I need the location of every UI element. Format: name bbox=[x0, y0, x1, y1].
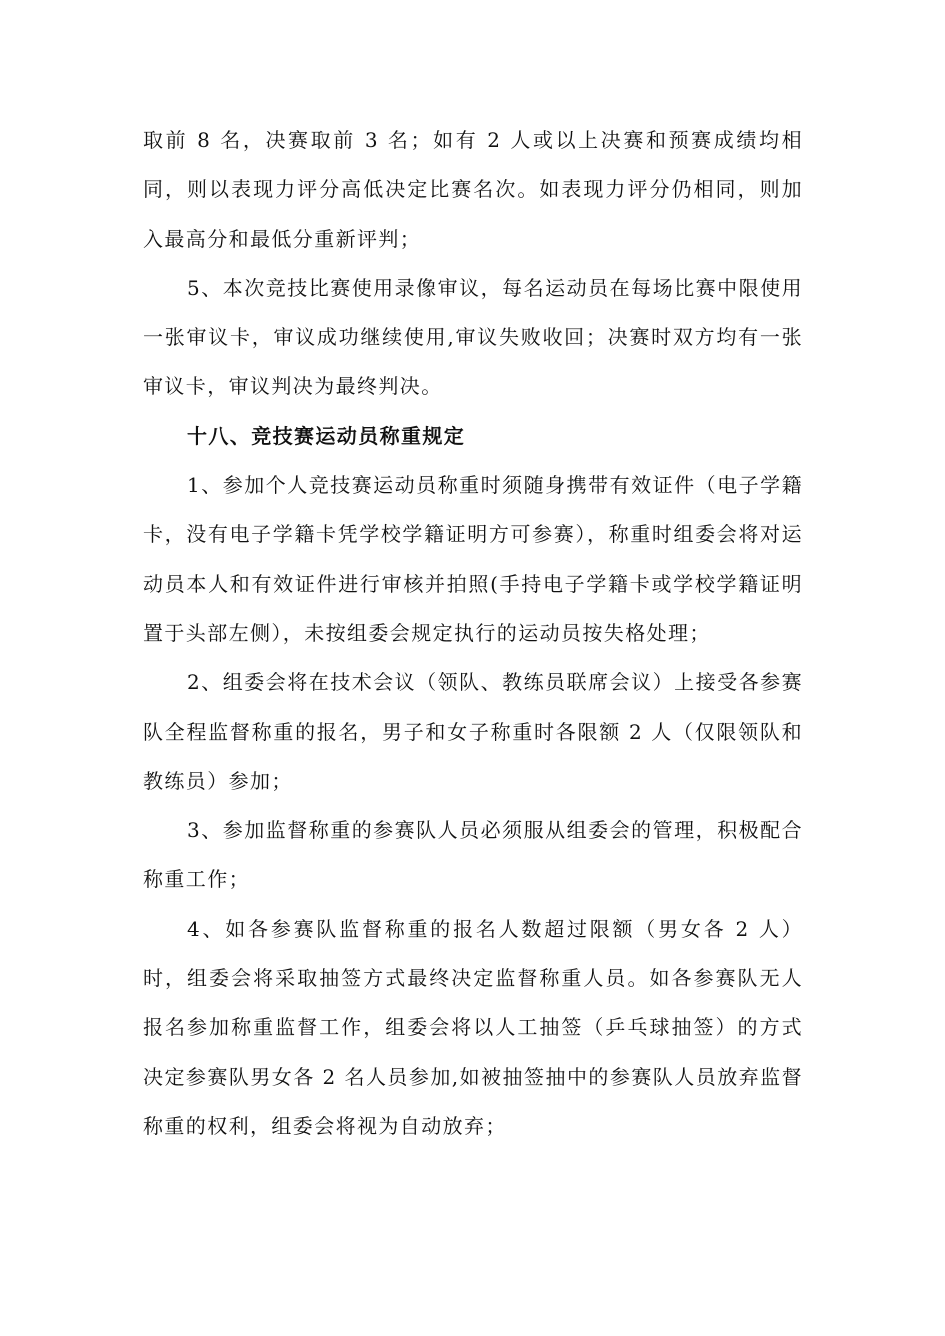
paragraph-supervision-registration: 2、组委会将在技术会议（领队、教练员联席会议）上接受各参赛队全程监督称重的报名，男子和女子称重时各限额 2 人（仅限领队和教练员）参加； bbox=[143, 670, 803, 793]
paragraph-ranking-rule: 取前 8 名，决赛取前 3 名；如有 2 人或以上决赛和预赛成绩均相同，则以表现力评分高低决定比赛名次。如表现力评分仍相同，则加入最高分和最低分重新评判； bbox=[143, 128, 803, 251]
document-body bbox=[143, 116, 803, 1151]
paragraph-weigh-in-documents: 1、参加个人竞技赛运动员称重时须随身携带有效证件（电子学籍卡，没有电子学籍卡凭学校学籍证明方可参赛），称重时组委会将对运动员本人和有效证件进行审核并拍照(手持电子学籍卡或学校学籍证明置于头部左侧），未按组委会规定执行的运动员按失格处理； bbox=[143, 473, 803, 645]
paragraph-video-review-rule: 5、本次竞技比赛使用录像审议，每名运动员在每场比赛中限使用一张审议卡，审议成功继续使用,审议失败收回；决赛时双方均有一张审议卡，审议判决为最终判决。 bbox=[143, 275, 803, 399]
section-heading-weigh-in: 十八、竞技赛运动员称重规定 bbox=[187, 423, 466, 448]
paragraph-supervision-lottery: 4、如各参赛队监督称重的报名人数超过限额（男女各 2 人）时，组委会将采取抽签方式最终决定监督称重人员。如各参赛队无人报名参加称重监督工作，组委会将以人工抽签（乒乓球抽签）的方式决定参赛队男女各 2 名人员参加,如被抽签抽中的参赛队人员放弃监督称重的权利，组委会将视为自动放弃； bbox=[143, 916, 803, 1138]
paragraph-supervision-conduct: 3、参加监督称重的参赛队人员必须服从组委会的管理，积极配合称重工作； bbox=[143, 818, 803, 892]
